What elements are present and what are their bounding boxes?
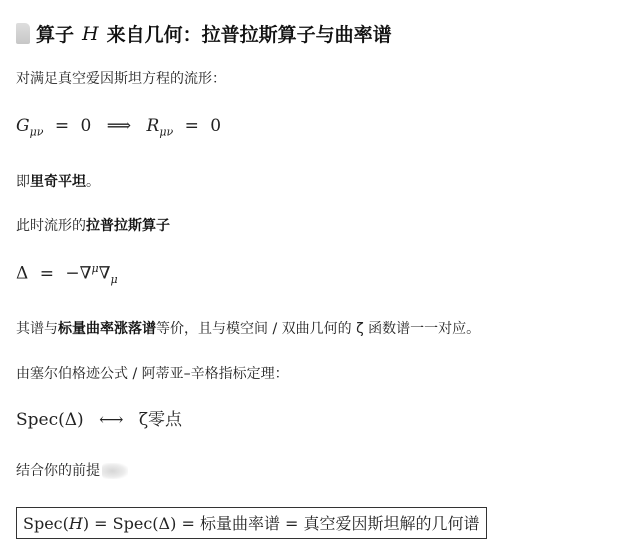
upper-index: μ [91,262,99,275]
zeta-zeros: ζ零点 [138,410,183,430]
selberg-text: 由塞尔伯格迹公式 / 阿蒂亚–辛格指标定理： [16,366,289,382]
boxed-result-equation [16,507,487,539]
spec-delta: Spec(Δ) [112,514,177,533]
einstein-tensor-symbol: G [16,116,30,136]
operator-h: H [68,514,83,533]
heading-prefix: 算子 [36,24,75,46]
spectrum-text [16,318,480,338]
delta-symbol: Δ [16,263,29,284]
laplacian-intro-text [16,215,170,235]
spectrum-prefix: 其谱与 [16,321,58,337]
equals-sign: = [184,116,199,136]
scalar-curvature-spectrum: 标量曲率谱 [199,514,280,533]
einstein-geometric-spectrum: 真空爱因斯坦解的几何谱 [303,514,480,533]
equals-sign: = [181,514,195,533]
equals-sign: = [39,263,54,284]
combine-text [16,460,128,480]
ricci-flat-text [16,171,100,191]
correspondence-arrow: ⟷ [99,410,124,430]
ricci-suffix: 。 [86,174,100,190]
laplacian-equation [16,262,118,286]
curvature-fluctuation-term: 标量曲率涨落谱 [58,321,156,337]
ricci-tensor-symbol: R [146,116,160,136]
lower-index: μ [110,273,118,287]
heading-suffix: 来自几何：拉普拉斯算子与曲率谱 [106,24,392,46]
equals-sign: = [94,514,108,533]
combine-label: 结合你的前提 [16,463,100,479]
redacted-blur [102,463,128,479]
spec-delta: Spec(Δ) [16,410,84,430]
equals-sign: = [54,116,70,136]
ricci-flat-term: 里奇平坦 [30,174,86,190]
equals-sign: = [285,514,299,533]
einstein-tensor-index: μν [29,125,44,139]
heading-operator-symbol: H [82,22,99,45]
zero-value: 0 [210,116,222,136]
zero-value: 0 [80,116,92,136]
spec-h-close: ) [82,514,90,533]
nabla-symbol: ∇ [98,263,111,284]
spectrum-suffix: 等价，且与模空间 / 双曲几何的 ζ 函数谱一一对应。 [156,321,481,337]
spec-h-open: Spec( [23,514,69,533]
ricci-prefix: 即 [16,174,30,190]
intro-text: 对满足真空爱因斯坦方程的流形： [16,71,226,87]
einstein-equation [16,116,221,138]
nabla-prefix: −∇ [65,263,92,284]
section-heading [14,20,392,47]
implies-arrow: ⟹ [106,116,132,136]
ricci-tensor-index: μν [159,125,174,139]
laplacian-prefix: 此时流形的 [16,218,86,234]
laplacian-term: 拉普拉斯算子 [86,218,170,234]
spectral-correspondence [16,405,182,430]
document-icon [14,22,32,46]
